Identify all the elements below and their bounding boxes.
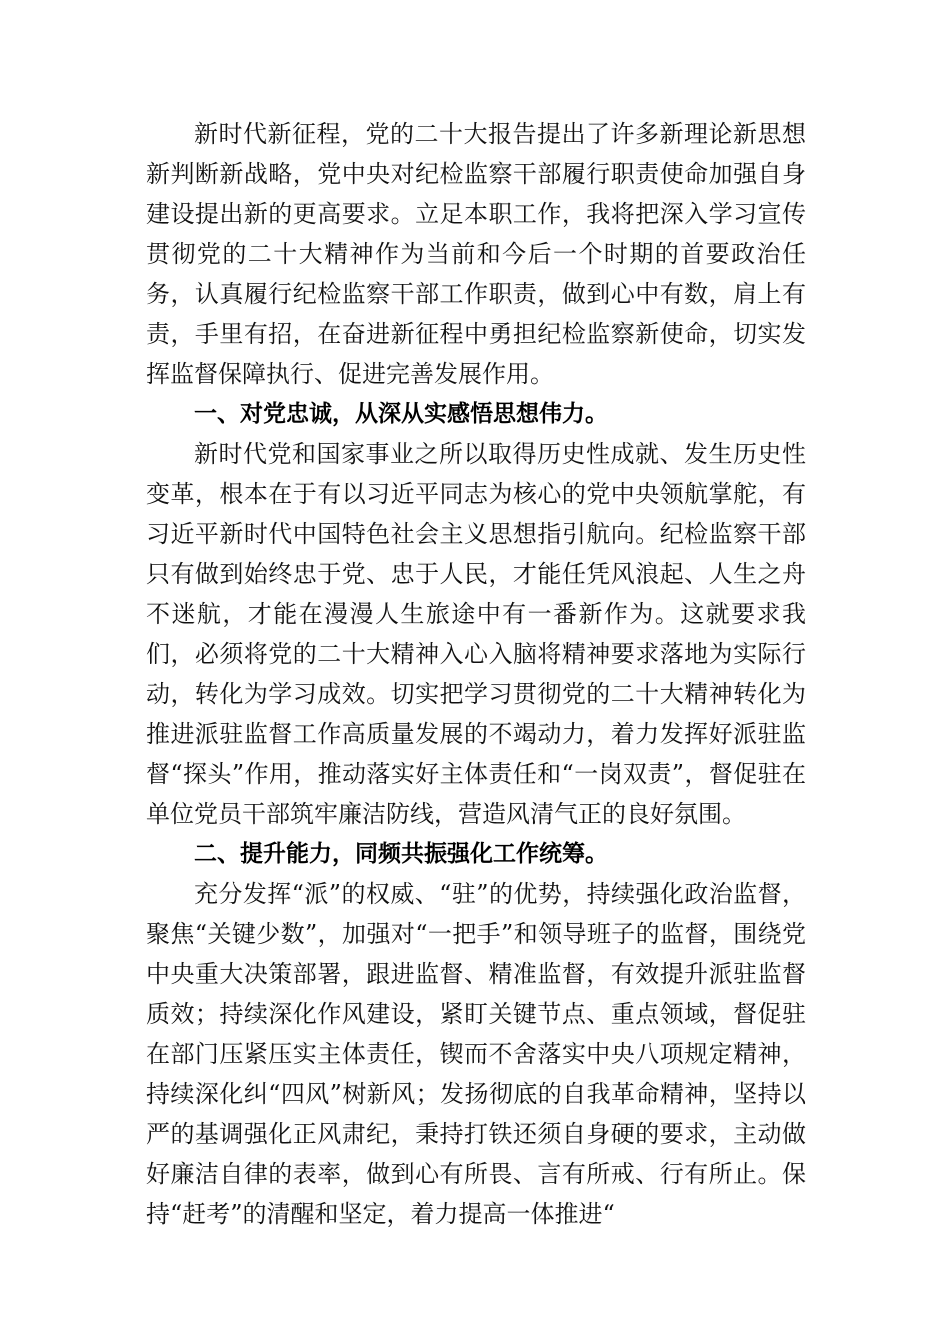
section-1-paragraph: 新时代党和国家事业之所以取得历史性成就、发生历史性变革，根本在于有以习近平同志为核心的党中央领航掌舵，有习近平新时代中国特色社会主义思想指引航向。纪检监察干部只有做到始终忠于党、忠于人民，才能任凭风浪起、人生之舟不迷航，才能在漫漫人生旅途中有一番新作为。这就要求我们，必须将党的二十大精神入心入脑将精神要求落地为实际行动，转化为学习成效。切实把学习贯彻党的二十大精神转化为推进派驻监督工作高质量发展的不竭动力，着力发挥好派驻监督“探头”作用，推动落实好主体责任和“一岗双责”，督促驻在单位党员干部筑牢廉洁防线，营造风清气正的良好氛围。	[146, 440, 806, 828]
document-body	[146, 114, 806, 1234]
section-heading-1: 一、对党忠诚，从深从实感悟思想伟力。	[194, 401, 608, 427]
intro-paragraph: 新时代新征程，党的二十大报告提出了许多新理论新思想新判断新战略，党中央对纪检监察干部履行职责使命加强自身建设提出新的更高要求。立足本职工作，我将把深入学习宣传贯彻党的二十大精神作为当前和今后一个时期的首要政治任务，认真履行纪检监察干部工作职责，做到心中有数，肩上有责，手里有招，在奋进新征程中勇担纪检监察新使命，切实发挥监督保障执行、促进完善发展作用。	[146, 120, 806, 388]
section-2-paragraph: 充分发挥“派”的权威、“驻”的优势，持续强化政治监督，聚焦“关键少数”，加强对“一把手”和领导班子的监督，围绕党中央重大决策部署，跟进监督、精准监督，有效提升派驻监督质效；持续深化作风建设，紧盯关键节点、重点领域，督促驻在部门压紧压实主体责任，锲而不舍落实中央八项规定精神，持续深化纠“四风”树新风；发扬彻底的自我革命精神，坚持以严的基调强化正风肃纪，秉持打铁还须自身硬的要求，主动做好廉洁自律的表率，做到心有所畏、言有所戒、行有所止。保持“赶考”的清醒和坚定，着力提高一体推进“	[146, 880, 806, 1228]
section-heading-2: 二、提升能力，同频共振强化工作统筹。	[194, 841, 608, 867]
